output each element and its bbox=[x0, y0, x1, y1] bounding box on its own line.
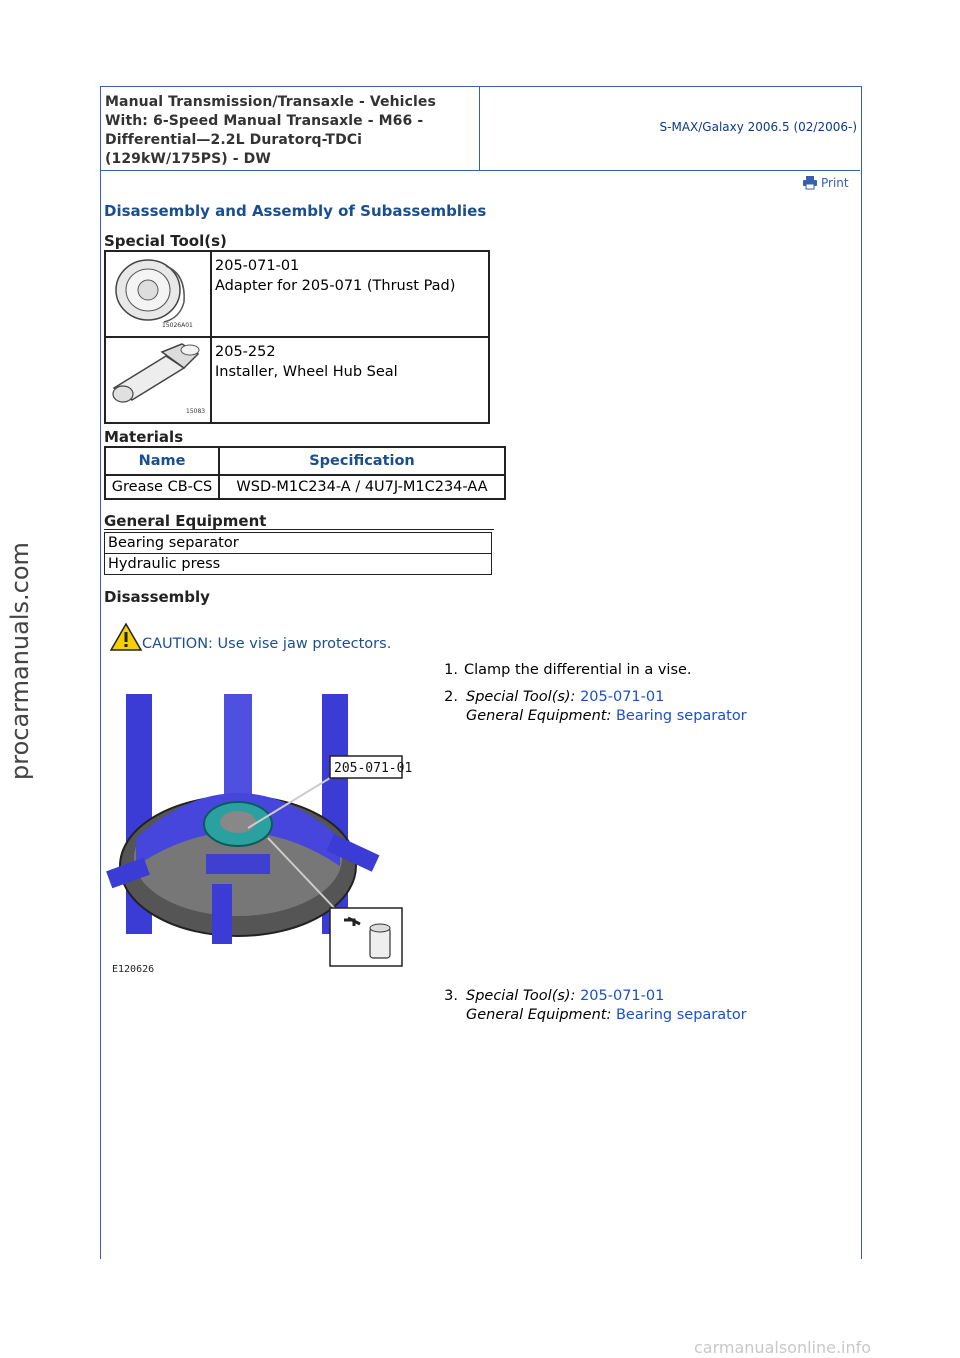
general-equipment-link[interactable]: Bearing separator bbox=[615, 708, 747, 724]
header-title-line: Differential—2.2L Duratorq-TDCi bbox=[105, 132, 363, 148]
special-tool-link[interactable]: 205-071-01 bbox=[580, 988, 665, 1004]
svg-text:15026A01: 15026A01 bbox=[162, 322, 193, 329]
table-row bbox=[105, 251, 489, 337]
special-tool-label: Special Tool(s): bbox=[466, 988, 576, 1004]
table-row bbox=[105, 337, 489, 423]
general-equipment-label: General Equipment: bbox=[466, 1007, 612, 1023]
step-number: 2. bbox=[444, 689, 458, 705]
header-title-line: (129kW/175PS) - DW bbox=[105, 151, 271, 167]
bearing-removal-figure bbox=[108, 688, 413, 978]
disassembly-heading: Disassembly bbox=[104, 588, 210, 606]
footer-watermark: carmanualsonline.info bbox=[694, 1338, 872, 1357]
general-equipment-link[interactable]: Bearing separator bbox=[615, 1007, 747, 1023]
header-title bbox=[105, 93, 477, 169]
tool-name: Adapter for 205-071 (Thrust Pad) bbox=[215, 278, 456, 294]
tool-image-cell bbox=[105, 337, 211, 423]
table-header-row bbox=[105, 447, 505, 475]
step-body bbox=[466, 688, 826, 726]
differential-bearing-illustration bbox=[108, 688, 413, 978]
column-header-name: Name bbox=[105, 447, 219, 475]
svg-text:15083: 15083 bbox=[186, 408, 206, 415]
svg-text:205-071-01: 205-071-01 bbox=[334, 761, 413, 776]
equipment-item: Bearing separator bbox=[105, 533, 492, 554]
table-row bbox=[105, 554, 492, 575]
document-header bbox=[100, 86, 860, 171]
special-tool-label: Special Tool(s): bbox=[466, 689, 576, 705]
materials-table bbox=[104, 446, 506, 500]
warning-icon bbox=[110, 622, 142, 652]
special-tools-heading: Special Tool(s) bbox=[104, 232, 227, 250]
header-title-line: Manual Transmission/Transaxle - Vehicles bbox=[105, 94, 436, 110]
table-row bbox=[105, 533, 492, 554]
materials-heading: Materials bbox=[104, 428, 184, 446]
vehicle-label: S-MAX/Galaxy 2006.5 (02/2006-) bbox=[659, 120, 857, 134]
side-watermark: procarmanuals.com bbox=[6, 542, 34, 780]
caution-note bbox=[110, 622, 391, 652]
special-tool-link[interactable]: 205-071-01 bbox=[580, 689, 665, 705]
step-number: 1. bbox=[444, 662, 458, 678]
header-title-line: With: 6-Speed Manual Transaxle - M66 - bbox=[105, 113, 424, 129]
wheel-hub-seal-installer-illustration bbox=[106, 338, 210, 418]
material-name: Grease CB-CS bbox=[105, 475, 219, 499]
tool-description-cell bbox=[211, 251, 489, 337]
print-label[interactable]: Print bbox=[821, 176, 849, 190]
svg-text:E120626: E120626 bbox=[112, 964, 155, 975]
tool-number: 205-071-01 bbox=[215, 258, 300, 274]
thrust-pad-adapter-illustration bbox=[106, 252, 210, 332]
tool-image-cell bbox=[105, 251, 211, 337]
page-title: Disassembly and Assembly of Subassemblies bbox=[104, 202, 487, 220]
heading-underline bbox=[104, 529, 494, 530]
general-equipment-table bbox=[104, 532, 492, 575]
caution-text: CAUTION: Use vise jaw protectors. bbox=[142, 636, 392, 652]
step-number: 3. bbox=[444, 988, 458, 1004]
print-link[interactable] bbox=[803, 176, 849, 190]
tool-name: Installer, Wheel Hub Seal bbox=[215, 364, 398, 380]
tool-description-cell bbox=[211, 337, 489, 423]
step-text: Clamp the differential in a vise. bbox=[464, 662, 692, 678]
printer-icon bbox=[803, 176, 817, 189]
general-equipment-heading: General Equipment bbox=[104, 512, 267, 530]
material-specification: WSD-M1C234-A / 4U7J-M1C234-AA bbox=[219, 475, 505, 499]
general-equipment-label: General Equipment: bbox=[466, 708, 612, 724]
step-body bbox=[466, 987, 826, 1025]
table-row bbox=[105, 475, 505, 499]
column-header-specification: Specification bbox=[219, 447, 505, 475]
equipment-item: Hydraulic press bbox=[105, 554, 492, 575]
tool-number: 205-252 bbox=[215, 344, 276, 360]
header-title-cell bbox=[100, 86, 480, 170]
special-tools-table bbox=[104, 250, 490, 424]
